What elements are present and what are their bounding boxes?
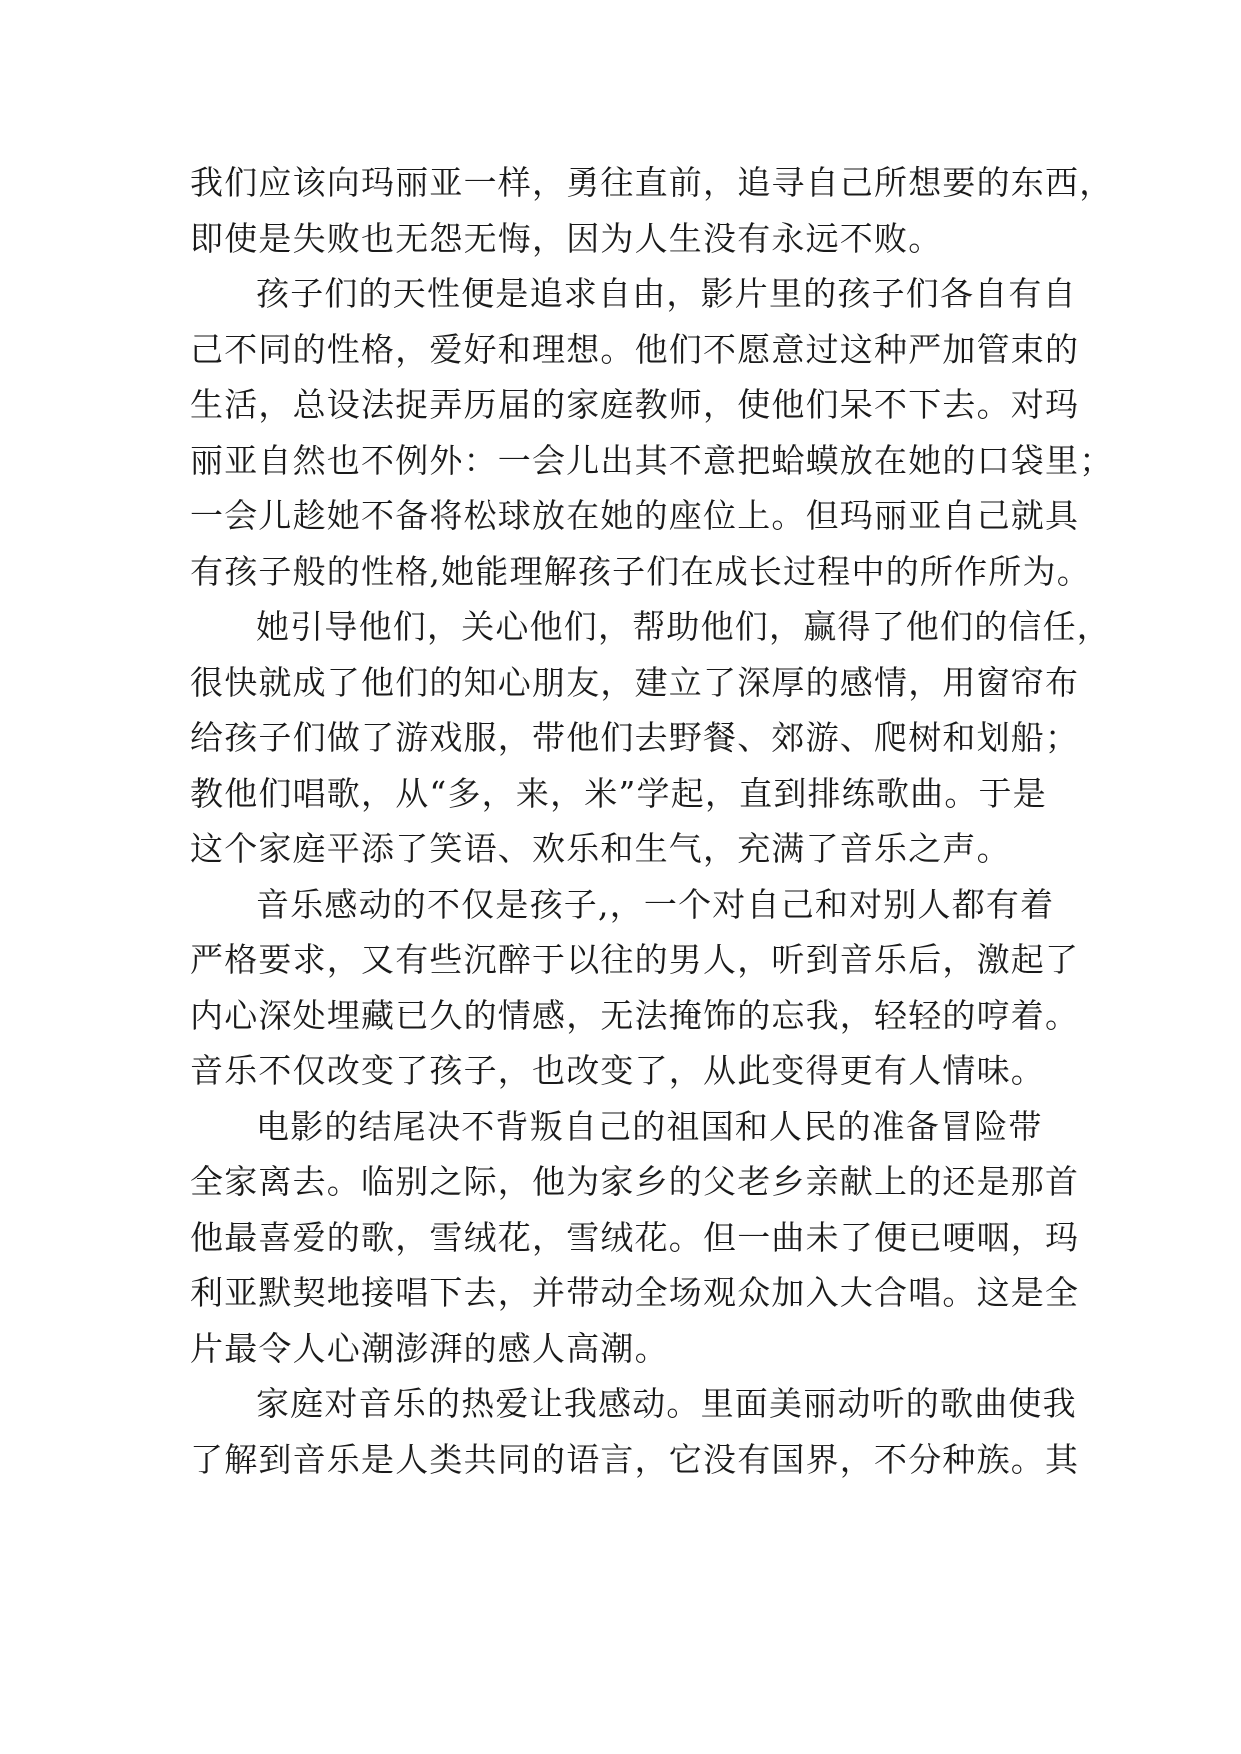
text-line: 丽亚自然也不例外：一会儿出其不意把蛤蟆放在她的口袋里；: [190, 440, 1114, 480]
paragraph-start-line: 孩子们的天性便是追求自由，影片里的孩子们各自有自: [256, 274, 1077, 313]
text-line: 有孩子般的性格,她能理解孩子们在成长过程中的所作所为。: [190, 551, 1091, 591]
text-line: 音乐不仅改变了孩子，也改变了，从此变得更有人情味。: [190, 1051, 1045, 1090]
paragraph-start-line: 音乐感动的不仅是孩子,，一个对自己和对别人都有着: [256, 884, 1055, 924]
text-line: 利亚默契地接唱下去，并带动全场观众加入大合唱。这是全: [190, 1273, 1080, 1312]
text-line: 一会儿趁她不备将松球放在她的座位上。但玛丽亚自己就具: [190, 496, 1080, 535]
text-line: 全家离去。临别之际，他为家乡的父老乡亲献上的还是那首: [190, 1162, 1080, 1201]
document-body: [190, 155, 1114, 1487]
text-line: 片最令人心潮澎湃的感人高潮。: [190, 1328, 669, 1368]
text-line: 即使是失败也无怨无悔，因为人生没有永远不败。: [190, 218, 943, 258]
text-line: 严格要求，又有些沉醉于以往的男人，听到音乐后，激起了: [190, 940, 1080, 979]
text-line: 他最喜爱的歌，雪绒花，雪绒花。但一曲未了便已哽咽，玛: [190, 1217, 1080, 1257]
text-line: 教他们唱歌，从“多，来，米”学起，直到排练歌曲。于是: [190, 773, 1047, 813]
text-line: 己不同的性格，爱好和理想。他们不愿意过这种严加管束的: [190, 329, 1080, 369]
text-line: 内心深处埋藏已久的情感，无法掩饰的忘我，轻轻的哼着。: [190, 995, 1080, 1035]
paragraph-start-line: 家庭对音乐的热爱让我感动。里面美丽动听的歌曲使我: [256, 1384, 1077, 1423]
paragraph-start-line: 她引导他们，关心他们，帮助他们，赢得了他们的信任，: [256, 607, 1111, 646]
text-line: 很快就成了他们的知心朋友，建立了深厚的感情，用窗帘布: [190, 662, 1080, 702]
text-line: 了解到音乐是人类共同的语言，它没有国界，不分种族。其: [190, 1439, 1080, 1479]
paragraph-start-line: 电影的结尾决不背叛自己的祖国和人民的准备冒险带: [256, 1106, 1043, 1146]
text-line: 这个家庭平添了笑语、欢乐和生气，充满了音乐之声。: [190, 829, 1011, 868]
text-line: 给孩子们做了游戏服，带他们去野餐、郊游、爬树和划船；: [190, 718, 1080, 757]
text-line: 我们应该向玛丽亚一样，勇往直前，追寻自己所想要的东西，: [190, 163, 1114, 202]
text-line: 生活，总设法捉弄历届的家庭教师，使他们呆不下去。对玛: [190, 385, 1080, 424]
